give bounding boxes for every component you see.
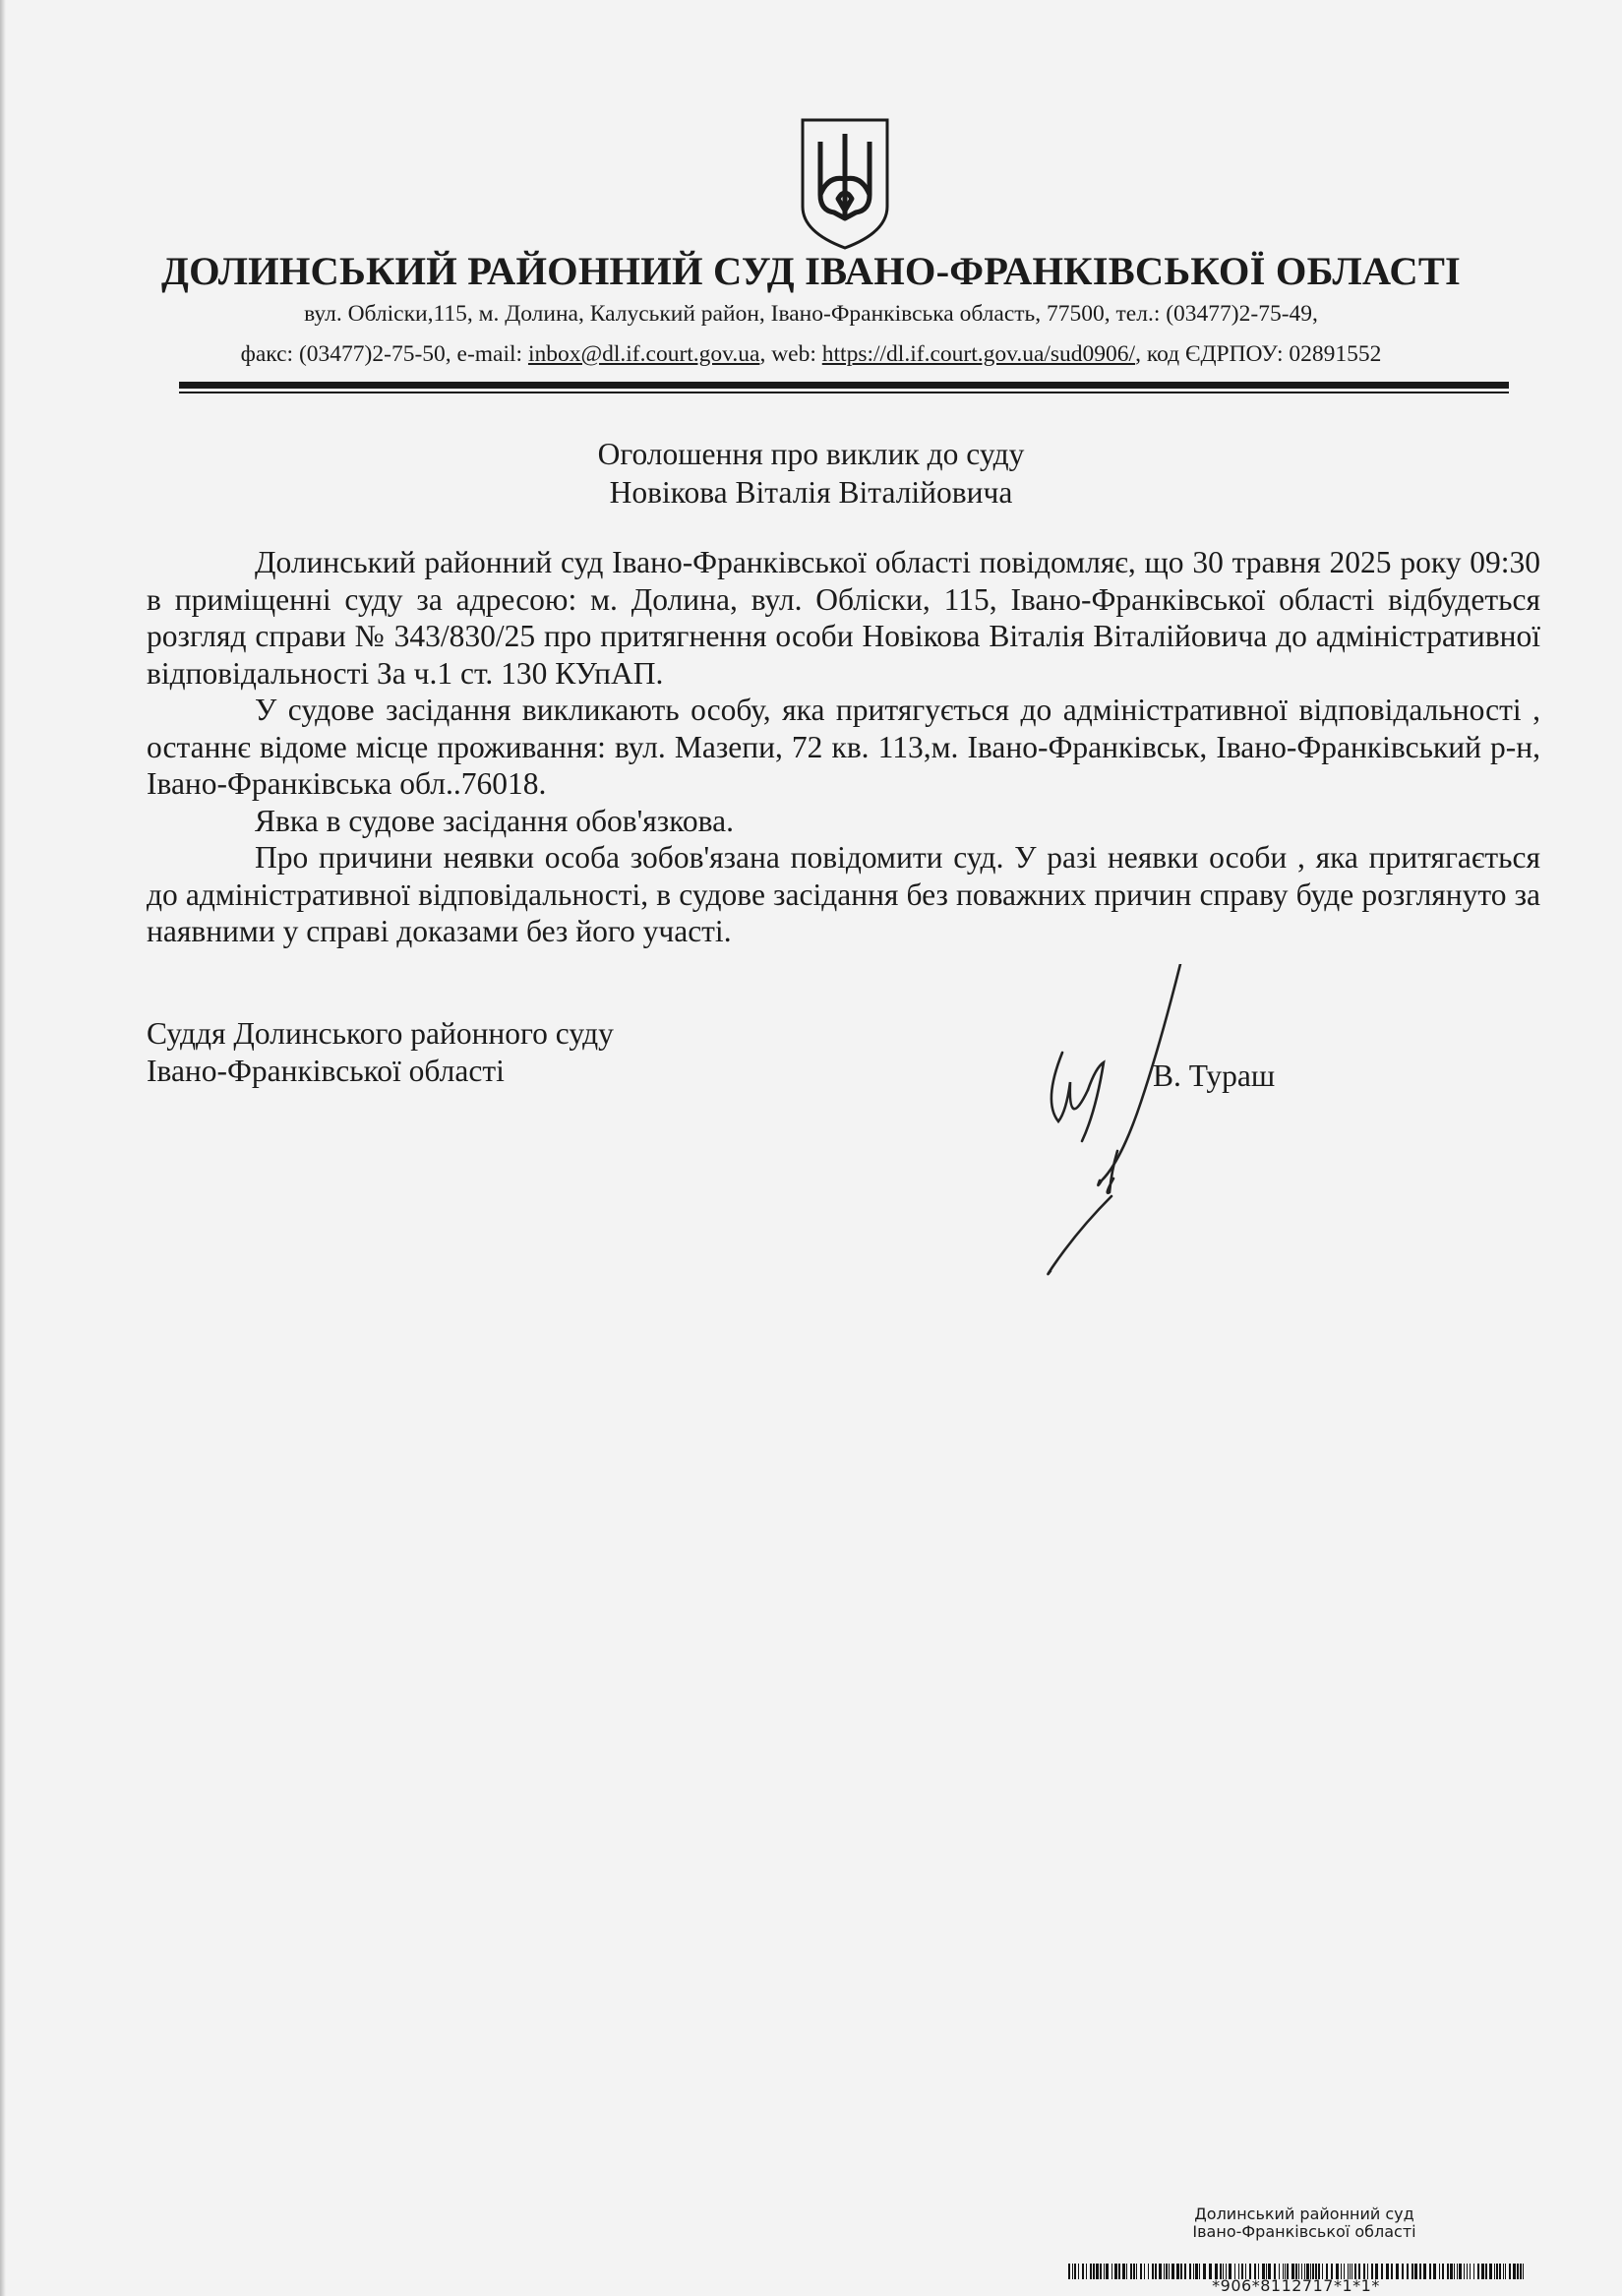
edrpou-code: , код ЄДРПОУ: 02891552 bbox=[1135, 341, 1382, 367]
court-address: вул. Обліски,115, м. Долина, Калуський район, Івано-Франківська область, 77500, тел.: (03477)2-75-49, bbox=[304, 301, 1318, 327]
announcement-body bbox=[147, 544, 1540, 950]
body-paragraph: У судове засідання викликають особу, яка притягується до адміністративної відповідальності , останнє відоме місце проживання: вул. Мазепи, 72 кв. 113,м. Івано-Франківськ, Івано-Франківський р-н, Івано-Франківська обл..76018. bbox=[147, 693, 1540, 801]
announcement-title: Оголошення про виклик до суду bbox=[597, 437, 1025, 471]
trident-coat-of-arms-icon bbox=[799, 116, 891, 252]
judge-position bbox=[147, 1015, 614, 1089]
announcement-person: Новікова Віталія Віталійовича bbox=[609, 475, 1013, 510]
judge-position-line2: Івано-Франківської області bbox=[147, 1053, 505, 1088]
stamp-line2: Івано-Франківської області bbox=[1192, 2222, 1416, 2241]
header-divider-thick bbox=[179, 382, 1509, 389]
email-link[interactable]: inbox@dl.if.court.gov.ua bbox=[527, 341, 760, 367]
court-contacts bbox=[0, 339, 1622, 369]
header-divider-thin bbox=[179, 392, 1509, 393]
web-label: , web: bbox=[759, 341, 822, 367]
body-paragraph: Явка в судове засідання обов'язкова. bbox=[255, 803, 734, 838]
fax-label: факс: (03477)2-75-50, e-mail: bbox=[240, 341, 528, 367]
body-paragraph: Долинський районний суд Івано-Франківської області повідомляє, що 30 травня 2025 року 09:30 в приміщенні суду за адресою: м. Долина, вул. Обліски, 115, Івано-Франківської області відбудеться розгляд справи № 343/830/25 про притягнення особи Новікова Віталія Віталійовича до адміністративної відповідальності За ч.1 ст. 130 КУпАП. bbox=[147, 545, 1540, 691]
body-paragraph: Про причини неявки особа зобов'язана повідомити суд. У разі неявки особи , яка притягається до адміністративної відповідальності, в судове засідання без поважних причин справу буде розглянуто за наявними у справі доказами без його участі. bbox=[147, 840, 1540, 948]
barcode-number: *906*8112717*1*1* bbox=[1212, 2276, 1380, 2295]
judge-name: В. Тураш bbox=[1153, 1058, 1276, 1093]
judge-position-line1: Суддя Долинського районного суду bbox=[147, 1016, 614, 1051]
website-link[interactable]: https://dl.if.court.gov.ua/sud0906/ bbox=[821, 341, 1136, 367]
stamp-line1: Долинський районний суд bbox=[1194, 2205, 1414, 2223]
court-title: ДОЛИНСЬКИЙ РАЙОННИЙ СУД ІВАНО-ФРАНКІВСЬКОЇ ОБЛАСТІ bbox=[161, 249, 1461, 293]
handwritten-signature bbox=[993, 964, 1200, 1299]
